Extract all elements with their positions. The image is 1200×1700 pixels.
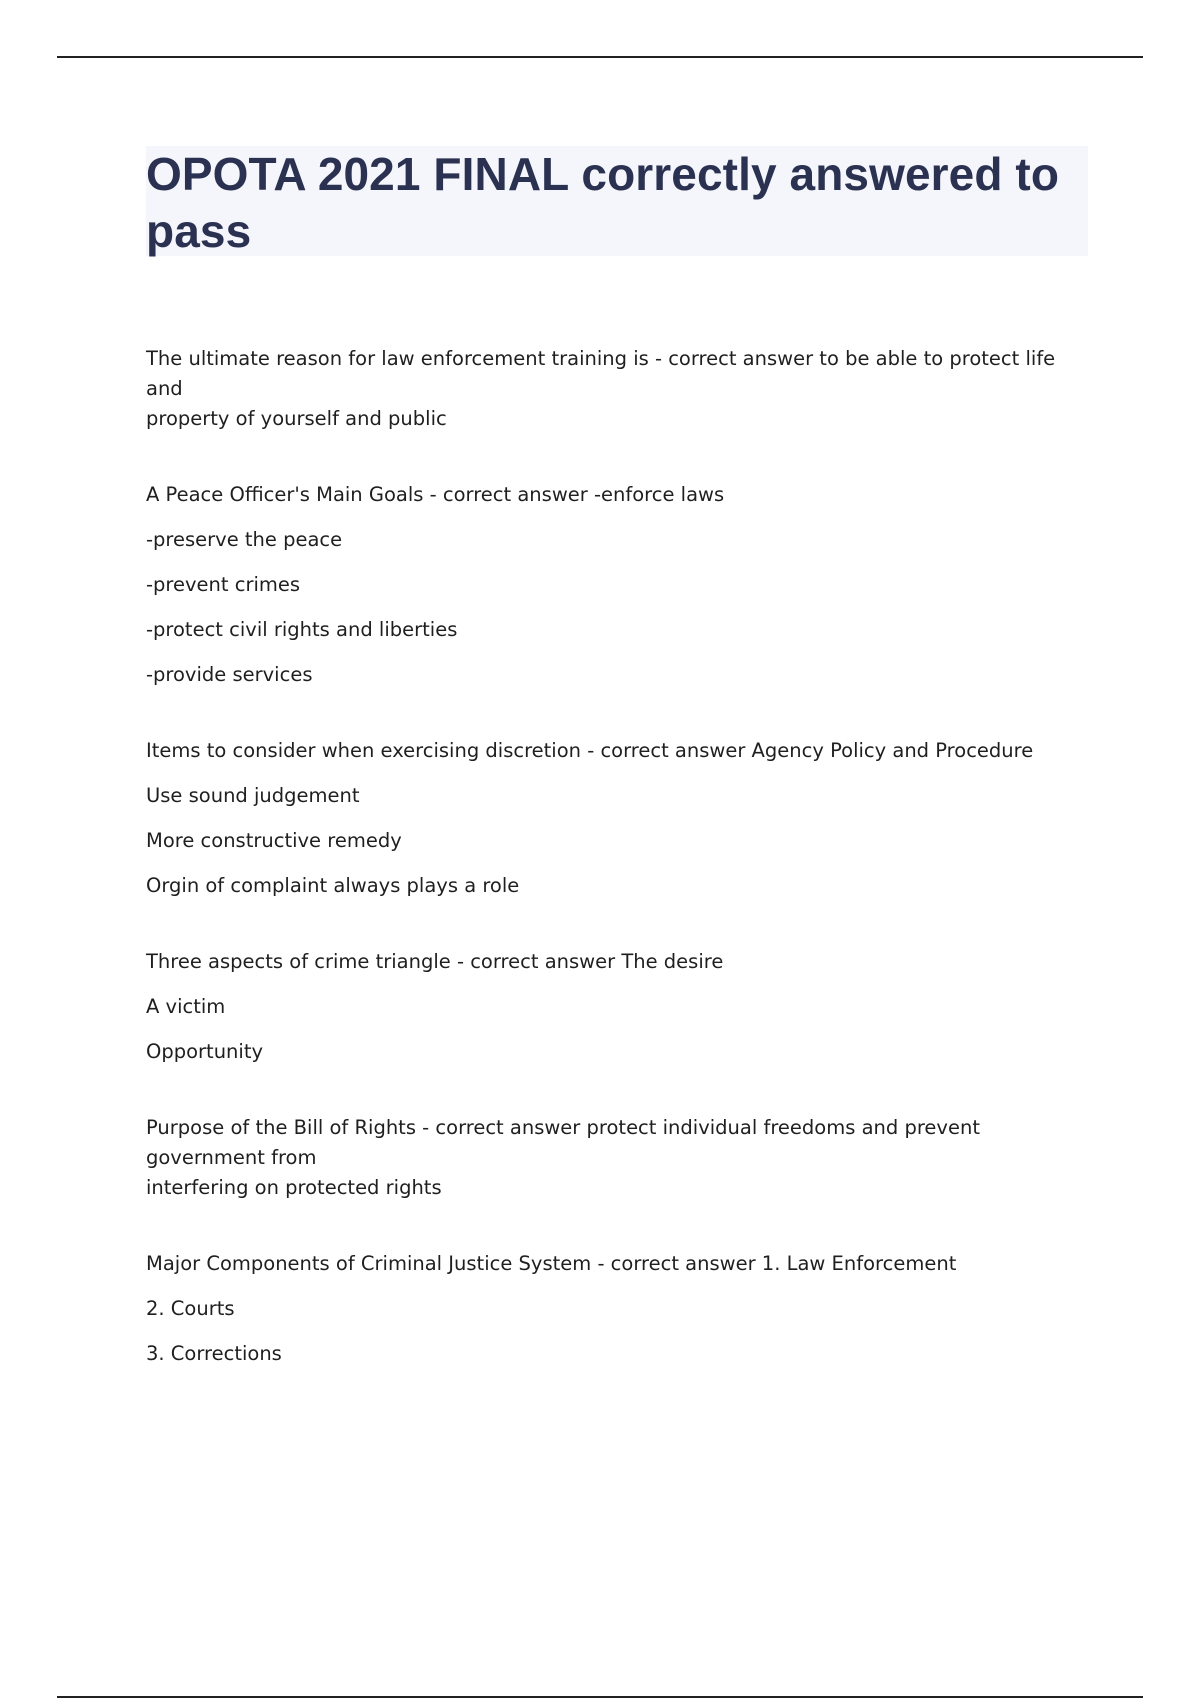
- entry-subitem: Orgin of complaint always plays a role: [146, 874, 520, 897]
- entry-subitem: Opportunity: [146, 1040, 264, 1063]
- entry-text-line: A Peace Officer's Main Goals - correct answer -enforce laws: [146, 483, 725, 506]
- entry-subitem: More constructive remedy: [146, 829, 402, 852]
- entry-subitem: -prevent crimes: [146, 573, 301, 596]
- entry-subitem: A victim: [146, 995, 226, 1018]
- top-divider: [57, 56, 1143, 58]
- bottom-divider: [57, 1696, 1143, 1698]
- entry-subitem: 2. Courts: [146, 1297, 235, 1320]
- entry-text-line: Items to consider when exercising discretion - correct answer Agency Policy and Procedure: [146, 739, 1034, 762]
- entry-subitem: 3. Corrections: [146, 1342, 282, 1365]
- entry-text-line: interfering on protected rights: [146, 1176, 442, 1199]
- entry-subitem: Use sound judgement: [146, 784, 360, 807]
- entry-subitem: -provide services: [146, 663, 313, 686]
- qa-entry: [146, 947, 1088, 1067]
- entry-text-line: Three aspects of crime triangle - correct answer The desire: [146, 950, 724, 973]
- entry-text-line: Major Components of Criminal Justice System - correct answer 1. Law Enforcement: [146, 1252, 957, 1275]
- entry-text-line: Purpose of the Bill of Rights - correct answer protect individual freedoms and prevent government from: [146, 1116, 980, 1169]
- qa-entry: [146, 1113, 1088, 1203]
- qa-entry: [146, 1249, 1088, 1369]
- entry-text-line: The ultimate reason for law enforcement training is - correct answer to be able to protect life and: [146, 347, 1056, 400]
- document-title: OPOTA 2021 FINAL correctly answered to pass: [146, 148, 1060, 257]
- entry-text-line: property of yourself and public: [146, 407, 447, 430]
- title-banner: [146, 146, 1088, 256]
- qa-entry: [146, 344, 1088, 434]
- qa-entry: [146, 736, 1088, 901]
- entry-subitem: -preserve the peace: [146, 528, 343, 551]
- qa-entry: [146, 480, 1088, 690]
- qa-list: [146, 344, 1088, 1415]
- entry-subitem: -protect civil rights and liberties: [146, 618, 458, 641]
